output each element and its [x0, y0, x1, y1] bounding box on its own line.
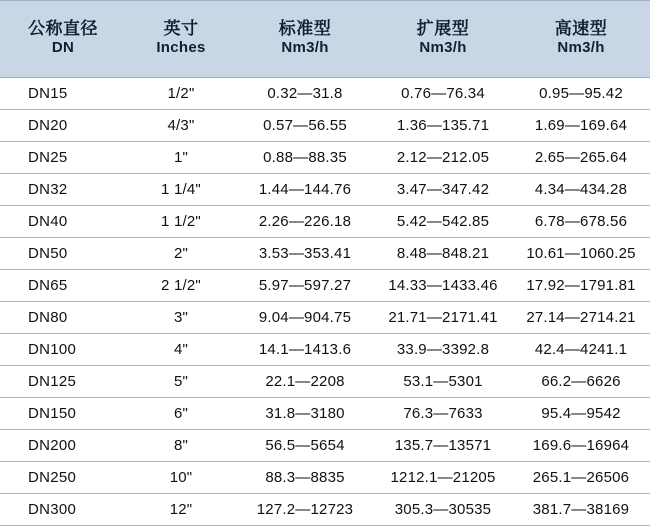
cell-dn: DN80 [0, 302, 126, 334]
cell-extended: 1.36—135.71 [374, 110, 512, 142]
cell-dn: DN125 [0, 366, 126, 398]
cell-inches: 1/2" [126, 78, 236, 110]
column-header-nominal-diameter [0, 1, 126, 78]
table-header-row [0, 1, 650, 78]
cell-inches: 5" [126, 366, 236, 398]
cell-standard: 9.04—904.75 [236, 302, 374, 334]
cell-extended: 14.33—1433.46 [374, 270, 512, 302]
cell-dn: DN200 [0, 430, 126, 462]
cell-dn: DN150 [0, 398, 126, 430]
cell-standard: 127.2—12723 [236, 494, 374, 526]
table-row [0, 110, 650, 142]
cell-highspeed: 2.65—265.64 [512, 142, 650, 174]
cell-inches: 4/3" [126, 110, 236, 142]
cell-highspeed: 0.95—95.42 [512, 78, 650, 110]
cell-inches: 1" [126, 142, 236, 174]
table-row [0, 366, 650, 398]
cell-inches: 6" [126, 398, 236, 430]
cell-highspeed: 17.92—1791.81 [512, 270, 650, 302]
table-row [0, 142, 650, 174]
cell-standard: 14.1—1413.6 [236, 334, 374, 366]
cell-extended: 5.42—542.85 [374, 206, 512, 238]
cell-dn: DN250 [0, 462, 126, 494]
cell-inches: 2" [126, 238, 236, 270]
cell-highspeed: 95.4—9542 [512, 398, 650, 430]
table-row [0, 270, 650, 302]
cell-standard: 2.26—226.18 [236, 206, 374, 238]
cell-dn: DN20 [0, 110, 126, 142]
cell-highspeed: 265.1—26506 [512, 462, 650, 494]
table-row [0, 174, 650, 206]
cell-standard: 88.3—8835 [236, 462, 374, 494]
cell-standard: 0.32—31.8 [236, 78, 374, 110]
cell-standard: 0.88—88.35 [236, 142, 374, 174]
cell-extended: 3.47—347.42 [374, 174, 512, 206]
cell-dn: DN50 [0, 238, 126, 270]
cell-standard: 1.44—144.76 [236, 174, 374, 206]
table-row [0, 430, 650, 462]
column-header-nominal-diameter-line1: 公称直径 [28, 19, 98, 38]
cell-highspeed: 169.6—16964 [512, 430, 650, 462]
cell-extended: 21.71—2171.41 [374, 302, 512, 334]
column-header-nominal-diameter-line2: DN [51, 39, 75, 57]
cell-standard: 0.57—56.55 [236, 110, 374, 142]
column-header-highspeed-line2: Nm3/h [557, 39, 605, 57]
cell-standard: 3.53—353.41 [236, 238, 374, 270]
cell-extended: 8.48—848.21 [374, 238, 512, 270]
cell-dn: DN300 [0, 494, 126, 526]
cell-dn: DN65 [0, 270, 126, 302]
cell-highspeed: 4.34—434.28 [512, 174, 650, 206]
cell-dn: DN25 [0, 142, 126, 174]
cell-extended: 53.1—5301 [374, 366, 512, 398]
cell-inches: 4" [126, 334, 236, 366]
table-row [0, 462, 650, 494]
cell-standard: 5.97—597.27 [236, 270, 374, 302]
cell-extended: 0.76—76.34 [374, 78, 512, 110]
column-header-inches-line2: Inches [156, 39, 206, 57]
column-header-inches [126, 1, 236, 78]
cell-inches: 1 1/2" [126, 206, 236, 238]
cell-standard: 31.8—3180 [236, 398, 374, 430]
table-row [0, 78, 650, 110]
cell-extended: 33.9—3392.8 [374, 334, 512, 366]
table-row [0, 206, 650, 238]
cell-dn: DN40 [0, 206, 126, 238]
cell-highspeed: 42.4—4241.1 [512, 334, 650, 366]
column-header-extended [374, 1, 512, 78]
cell-inches: 12" [126, 494, 236, 526]
table-header [0, 1, 650, 78]
cell-dn: DN100 [0, 334, 126, 366]
table-body [0, 78, 650, 526]
cell-highspeed: 27.14—2714.21 [512, 302, 650, 334]
cell-extended: 76.3—7633 [374, 398, 512, 430]
table-row [0, 334, 650, 366]
cell-standard: 22.1—2208 [236, 366, 374, 398]
cell-extended: 305.3—30535 [374, 494, 512, 526]
cell-highspeed: 1.69—169.64 [512, 110, 650, 142]
cell-extended: 1212.1—21205 [374, 462, 512, 494]
column-header-standard [236, 1, 374, 78]
cell-inches: 10" [126, 462, 236, 494]
table-row [0, 398, 650, 430]
table-row [0, 238, 650, 270]
cell-dn: DN32 [0, 174, 126, 206]
cell-inches: 2 1/2" [126, 270, 236, 302]
cell-inches: 8" [126, 430, 236, 462]
cell-highspeed: 381.7—38169 [512, 494, 650, 526]
cell-extended: 2.12—212.05 [374, 142, 512, 174]
cell-dn: DN15 [0, 78, 126, 110]
table-row [0, 302, 650, 334]
column-header-standard-line2: Nm3/h [281, 39, 329, 57]
cell-inches: 1 1/4" [126, 174, 236, 206]
cell-inches: 3" [126, 302, 236, 334]
column-header-standard-line1: 标准型 [278, 19, 332, 38]
column-header-extended-line2: Nm3/h [419, 39, 467, 57]
cell-extended: 135.7—13571 [374, 430, 512, 462]
cell-highspeed: 10.61—1060.25 [512, 238, 650, 270]
column-header-highspeed [512, 1, 650, 78]
column-header-extended-line1: 扩展型 [416, 19, 470, 38]
cell-standard: 56.5—5654 [236, 430, 374, 462]
cell-highspeed: 66.2—6626 [512, 366, 650, 398]
column-header-highspeed-line1: 高速型 [554, 19, 608, 38]
column-header-inches-line1: 英寸 [163, 19, 199, 38]
cell-highspeed: 6.78—678.56 [512, 206, 650, 238]
